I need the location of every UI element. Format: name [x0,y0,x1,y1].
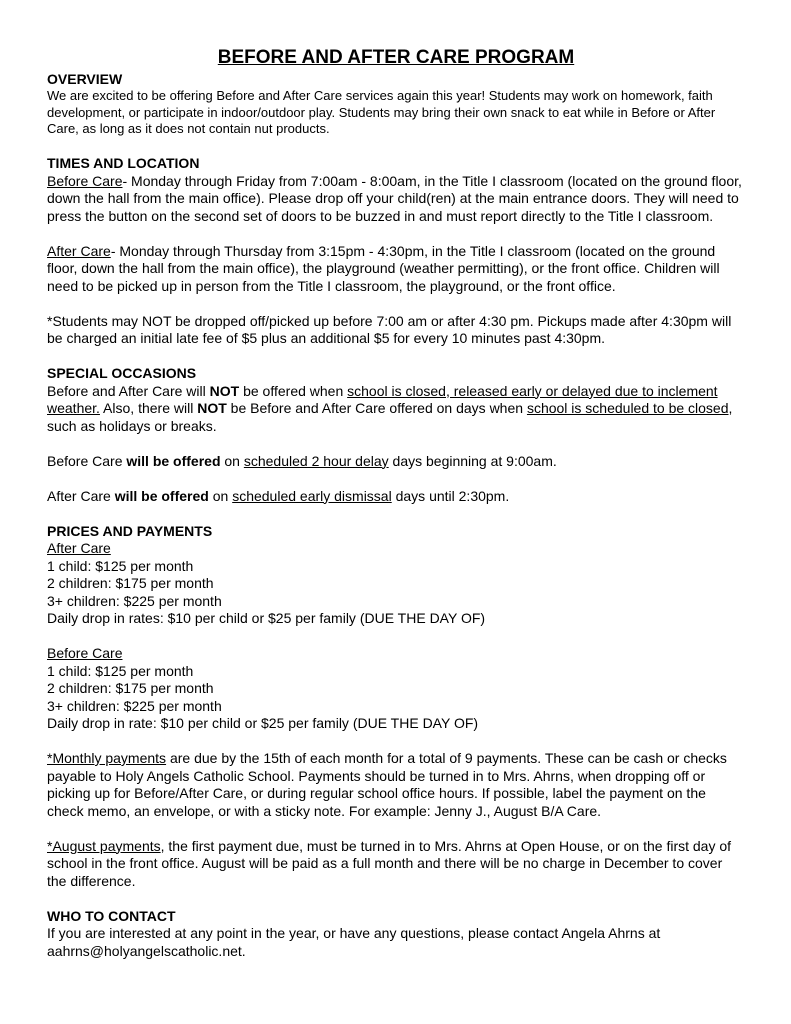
times-heading: TIMES AND LOCATION [47,155,200,171]
prices-section [47,523,745,891]
special-text: on [208,487,233,504]
special-heading: SPECIAL OCCASIONS [47,365,197,381]
price-line: 1 child: $125 per month [47,662,194,679]
underlined-phrase: scheduled 2 hour delay [243,452,389,469]
august-payments [47,838,745,891]
special-delay [47,453,745,471]
august-payments-label: *August payments [47,837,161,854]
before-care-price-label: Before Care [47,645,123,661]
after-care-price-label: After Care [47,540,111,556]
special-text: days beginning at 9:00am. [388,452,557,469]
before-care-times [47,173,745,226]
price-line: 3+ children: $225 per month [47,592,222,609]
special-text: Before Care [47,452,127,469]
special-text: on [220,452,244,469]
special-dismissal [47,488,745,506]
emphasis-offered: will be offered [126,452,221,469]
emphasis-not: NOT [197,400,227,416]
august-payments-text: , the first payment due, must be turned in to Mrs. Ahrns at Open House, or on the first day of school in the front office. August will be paid as a full month and there will be no charge in December to cover the difference. [47,837,732,889]
overview-text: We are excited to be offering Before and After Care services again this year! Students may work on homework, faith development, or participate in indoor/outdoor play. Students may bring their own snack to eat while in Before or After Care, as long as it does not contain nut products. [47,88,716,136]
price-line: Daily drop in rate: $10 per child or $25 per family (DUE THE DAY OF) [47,715,479,731]
emphasis-offered: will be offered [114,487,209,504]
special-text: Also, there will [99,400,198,416]
price-line: 2 children: $175 per month [47,680,214,696]
pickup-note: *Students may NOT be dropped off/picked up before 7:00 am or after 4:30 pm. Pickups made after 4:30pm will be charged an initial late fee of $5 plus an additional $5 for every 10 minutes past 4:30pm. [47,312,732,346]
price-line: 2 children: $175 per month [47,575,214,591]
special-closures [47,383,745,436]
contact-text: If you are interested at any point in the year, or have any questions, please contact Angela Ahrns at aahrns@holyangelscatholic.net. [47,925,661,959]
after-care-times [47,243,745,296]
price-line: 1 child: $125 per month [47,557,194,574]
contact-section [47,908,745,961]
price-line: 3+ children: $225 per month [47,697,222,714]
underlined-phrase: school is closed, released early or delayed due to inclement weather. [47,382,718,416]
before-care-label: Before Care [47,172,123,189]
special-text: be offered when [239,382,348,399]
emphasis-not: NOT [209,382,240,399]
overview-section [47,71,745,138]
underlined-phrase: scheduled early dismissal [232,487,392,504]
special-section [47,365,745,505]
prices-heading: PRICES AND PAYMENTS [47,522,213,539]
monthly-payments [47,750,745,820]
price-line: Daily drop in rates: $10 per child or $25 per family (DUE THE DAY OF) [47,610,486,626]
special-text: After Care [47,487,115,504]
page-title: BEFORE AND AFTER CARE PROGRAM [217,47,575,68]
special-text: days until 2:30pm. [391,487,510,504]
after-care-label: After Care [47,242,111,259]
special-text: Before and After Care will [47,382,210,399]
times-section [47,155,745,348]
underlined-phrase: school is scheduled to be closed [526,400,729,416]
after-care-text: - Monday through Thursday from 3:15pm - 4:30pm, in the Title I classroom (located on the ground floor, down the hall from the main office), the playground (weather permitting), or the front office. Children will need to be picked up in person from the Title I classroom, the playground, or the front office. [47,242,720,294]
contact-heading: WHO TO CONTACT [47,907,176,924]
monthly-payments-text: are due by the 15th of each month for a total of 9 payments. These can be cash or checks payable to Holy Angels Catholic School. Payments should be turned in to Mrs. Ahrns, when dropping off or picking up for Before/After Care, or during regular school office hours. If possible, label the payment on the check memo, an envelope, or with a sticky note. For example: Jenny J., August B/A Care. [47,750,727,819]
special-text: , such as holidays or breaks. [47,400,733,434]
monthly-payments-label: *Monthly payments [47,750,167,766]
overview-heading: OVERVIEW [47,71,123,87]
special-text: be Before and After Care offered on days when [226,400,527,416]
before-care-text: - Monday through Friday from 7:00am - 8:00am, in the Title I classroom (located on the ground floor, down the hall from the main office). Please drop off your child(ren) at the main entrance doors. They will need to press the button on the second set of doors to be buzzed in and must report directly to the Title I classroom. [47,172,742,224]
